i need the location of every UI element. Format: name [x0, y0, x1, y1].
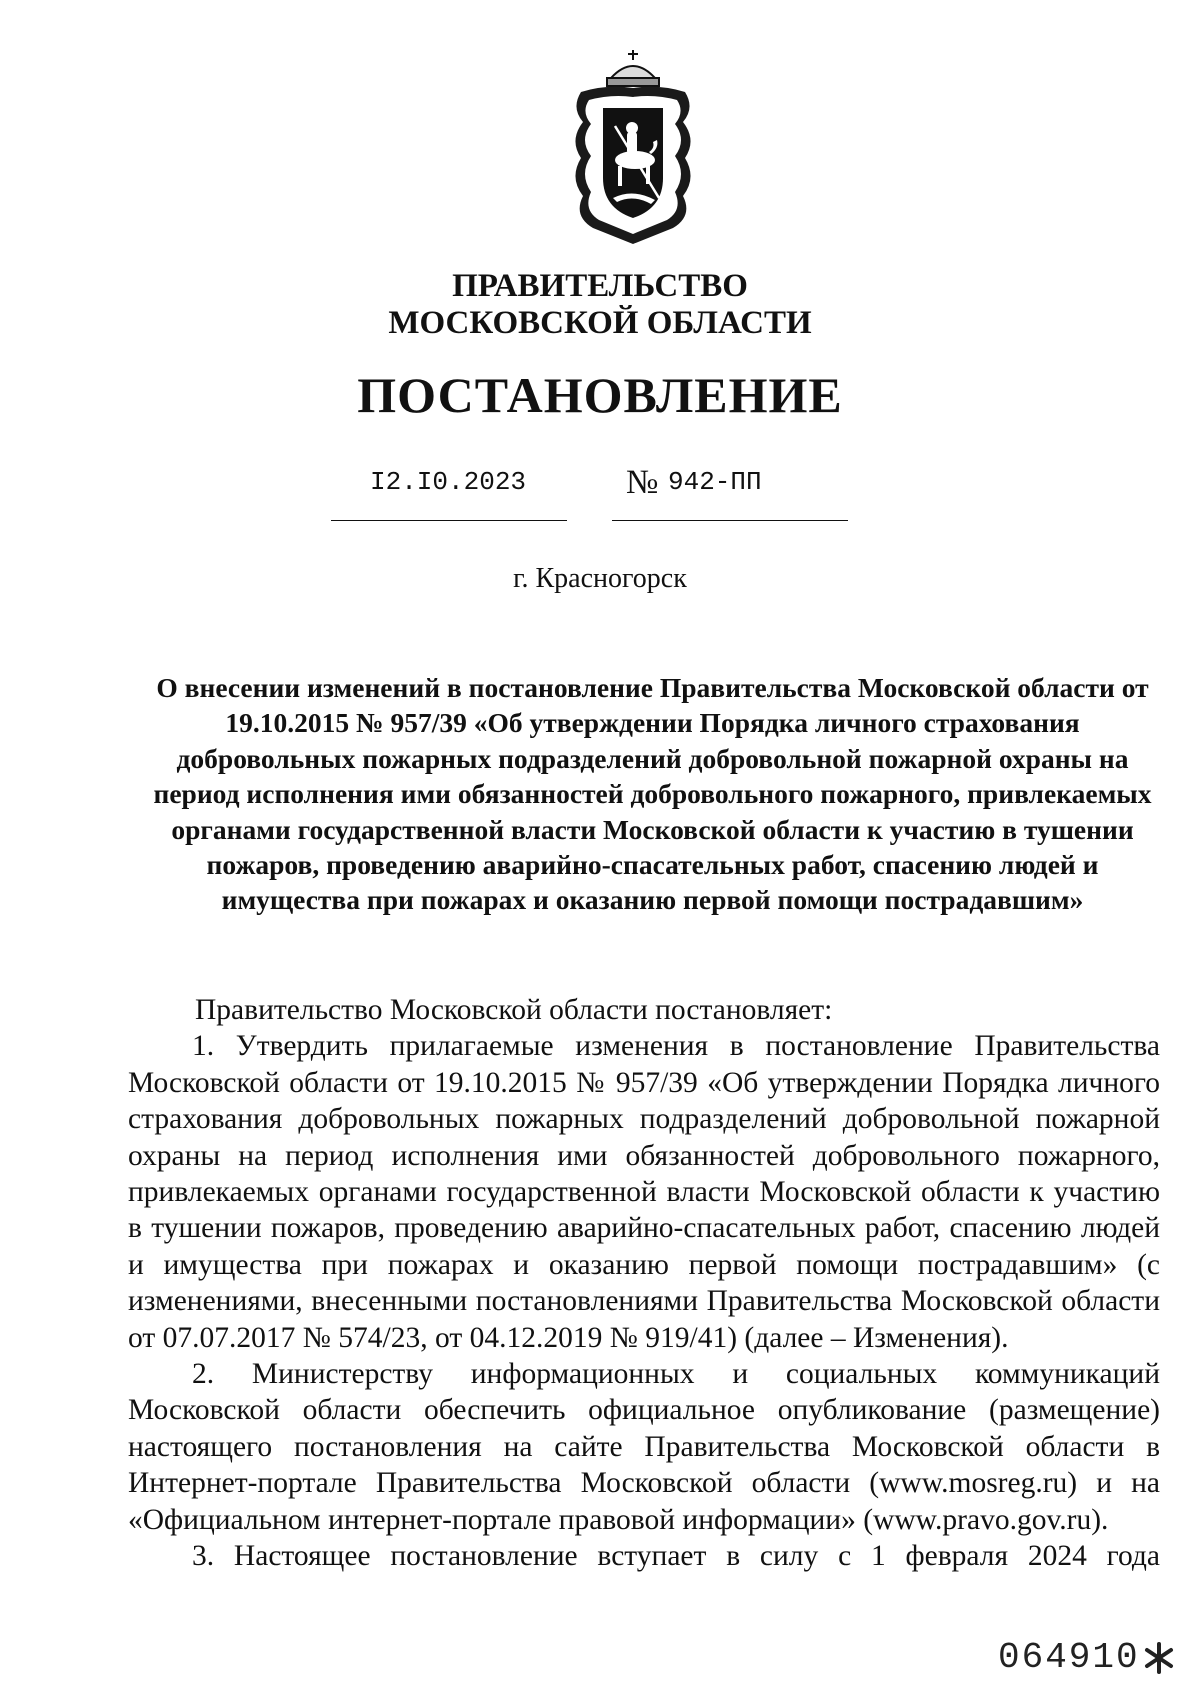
body-item-1: 1. Утвердить прилагаемые изменения в постановление Правительства Московской области от 19.10.2015 № 957/39 «Об утверждении Порядка личного страхования добровольных пожарных подразделений добровольной пожарной охраны на период исполнения ими обязанностей добровольного пожарного, привлекаемых органами государственной власти Московской области к участию в тушении пожаров, проведению аварийно-спасательных работ, спасению людей и имущества при пожарах и оказанию первой помощи пострадавшим» (с изменениями, внесенными постановлениями Правительства Московской области от 07.07.2017 № 574/23, от 04.12.2019 № 919/41) (далее – Изменения).	[128, 1030, 1160, 1354]
body-item-2: 2. Министерству информационных и социальных коммуникаций Московской области обеспечить официальное опубликование (размещение) настоящего постановления на сайте Правительства Московской области в Интернет-портале Правительства Московской области (www.mosreg.ru) и на «Официальном интернет-портале правовой информации» (www.pravo.gov.ru).	[128, 1358, 1160, 1536]
document-number: 942-ПП	[668, 467, 762, 497]
asterisk-icon	[1141, 1638, 1177, 1678]
number-sign: №	[626, 464, 659, 501]
government-title-line1: ПРАВИТЕЛЬСТВО	[452, 268, 748, 304]
document-type-title: ПОСТАНОВЛЕНИЕ	[357, 367, 843, 423]
document-city: г. Красногорск	[513, 563, 687, 594]
document-subject: О внесении изменений в постановление Правительства Московской области от 19.10.2015 № 957/39 «Об утверждении Порядка личного страхования добровольных пожарных подразделений добровольной пожарной охраны на период исполнения ими обязанностей добровольного пожарного, привлекаемых органами государственной власти Московской области к участию в тушении пожаров, проведению аварийно-спасательных работ, спасению людей и имущества при пожарах и оказанию первой помощи пострадавшим»	[153, 672, 1152, 916]
government-title-line2: МОСКОВСКОЙ ОБЛАСТИ	[388, 305, 812, 341]
document-date: I2.I0.2023	[370, 467, 527, 497]
document-body	[128, 992, 1160, 1575]
body-item-3: 3. Настоящее постановление вступает в силу с 1 февраля 2024 года	[192, 1540, 1160, 1573]
serial-number: 064910	[998, 1637, 1140, 1678]
coat-of-arms-icon	[563, 48, 703, 246]
body-intro: Правительство Московской области постановляет:	[195, 994, 833, 1026]
